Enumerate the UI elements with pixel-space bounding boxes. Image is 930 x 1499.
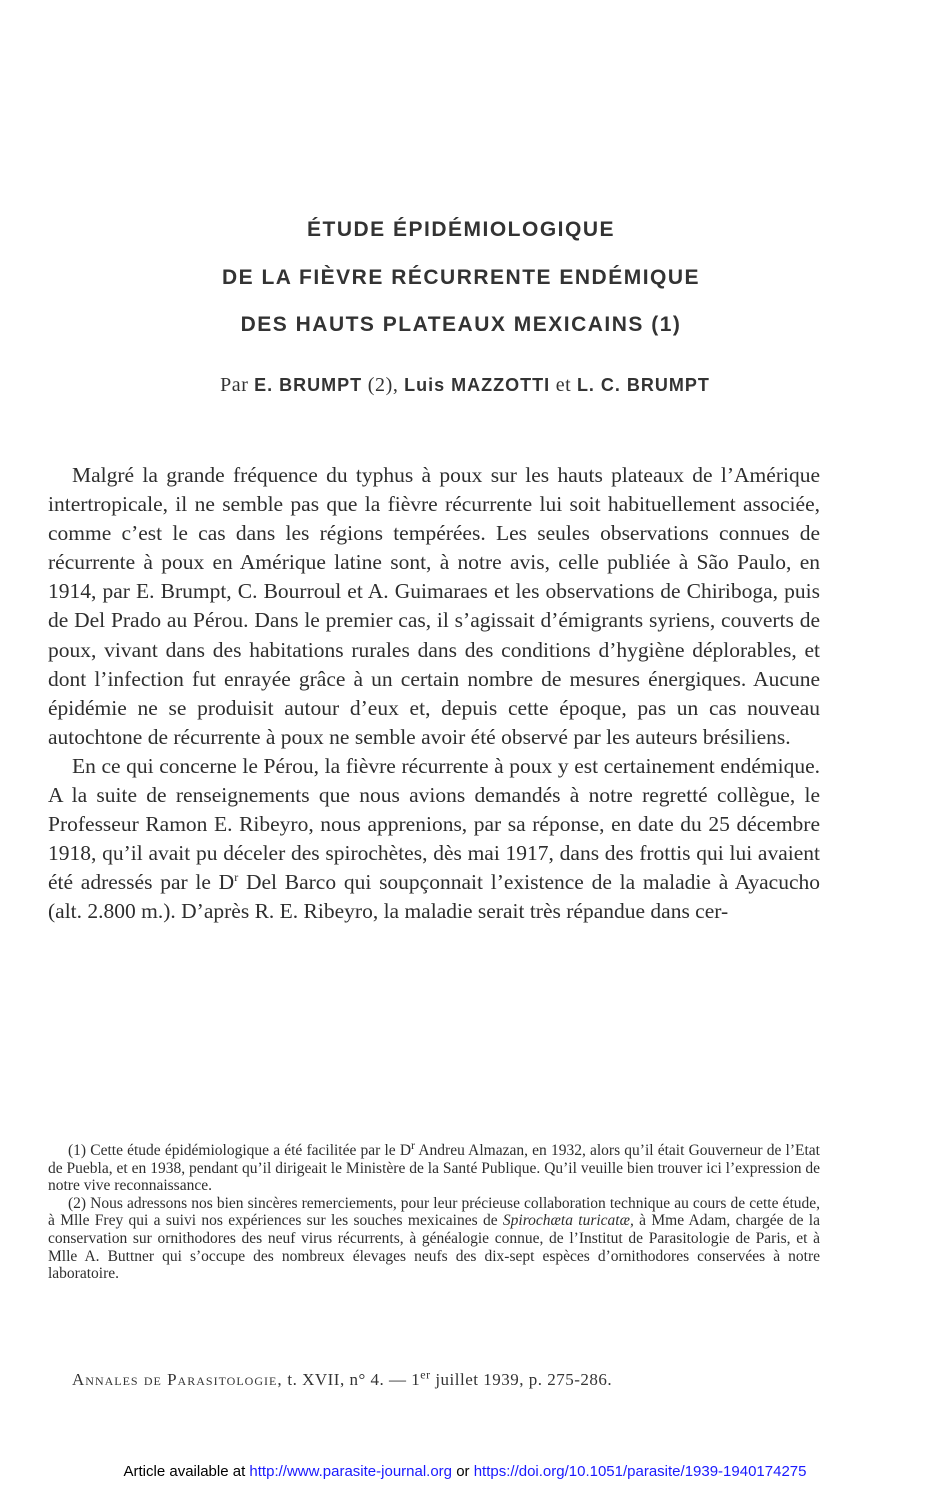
title-line-3: DES HAUTS PLATEAUX MEXICAINS (1) [240, 313, 682, 336]
footnote-2: (2) Nous adressons nos bien sincères remerciements, pour leur précieuse collaboration technique au cours de cette étude, à Mlle Frey qui a suivi nos expériences sur les souches mexicaines de Spirochæta turicatæ, à Mme Adam, chargée de la conservation sur ornithodores des neuf virus récurrents, à généalogie connue, de l’Institut de Parasitologie de Paris, et à Mlle A. Buttner qui s’occupe des nombreux élevages neufs des dix-sept espèces d’ornithodores conservées à notre laboratoire. [48, 1194, 820, 1283]
author-line [0, 374, 930, 397]
title-line-1: ÉTUDE ÉPIDÉMIOLOGIQUE [306, 218, 616, 241]
article-footer: Article available at http://www.parasite-journal.org or https://doi.org/10.1051/parasite/1939-1940174275 [123, 1463, 807, 1480]
author-1: E. BRUMPT [254, 375, 363, 395]
author-1-note: (2), [367, 374, 399, 396]
body-text [48, 461, 820, 927]
footnote-1: (1) Cette étude épidémiologique a été facilitée par le $D^r$ Andreu Almazan, en 1932, alors qu’il était Gouverneur de l’Etat de Puebla, et en 1938, pendant qu’il dirigeait le Ministère de la Santé Publique. Qu’il veuille bien trouver ici l’expression de notre vive reconnaissance. [48, 1137, 820, 1195]
authors-separator: et [555, 374, 572, 396]
footnotes [48, 1137, 820, 1283]
authors-prefix: Par [220, 374, 249, 396]
doi-link[interactable]: https://doi.org/10.1051/parasite/1939-1940174275 [473, 1463, 807, 1480]
author-2: Luis MAZZOTTI [404, 375, 551, 395]
journal-name: Annales de Parasitologie, [72, 1370, 283, 1389]
journal-link[interactable]: http://www.parasite-journal.org [249, 1463, 453, 1480]
title-line-2: DE LA FIÈVRE RÉCURRENTE ENDÉMIQUE [221, 266, 701, 289]
journal-citation: Annales de Parasitologie, t. XVII, n° 4. — 1er juillet 1939, p. 275-286. [72, 1367, 613, 1389]
paragraph-1: Malgré la grande fréquence du typhus à poux sur les hauts plateaux de l’Amérique intertropicale, il ne semble pas que la fièvre récurrente lui soit habituellement associée, comme c’est le cas dans les régions tempérées. Les seules observations connues de récurrente à poux en Amérique latine sont, à notre avis, celle publiée à São Paulo, en 1914, par E. Brumpt, C. Bourroul et A. Guimaraes et les observations de Chiriboga, puis de Del Prado au Pérou. Dans le premier cas, il s’agissait d’émigrants syriens, couverts de poux, vivant dans des habitations rurales dans des conditions d’hygiène déplorables, et dont l’infection fut enrayée grâce à un certain nombre de mesures énergiques. Aucune épidémie ne se produisit autour d’eux et, depuis cette époque, pas un cas nouveau autochtone de récurrente à poux ne semble avoir été observé par les auteurs brésiliens. [48, 463, 820, 749]
paragraph-2: En ce qui concerne le Pérou, la fièvre récurrente à poux y est certainement endémique. A la suite de renseignements que nous avions demandés à notre regretté collègue, le Professeur Ramon E. Ribeyro, nous apprenions, par sa réponse, en date du 25 décembre 1918, qu’il avait pu déceler des spirochètes, dès mai 1917, dans des frottis qui lui avaient été adressés par le $D^r$ Del Barco qui soupçonnait l’existence de la maladie à Ayacucho (alt. 2.800 m.). D’après R. E. Ribeyro, la maladie serait très répandue dans cer- [48, 753, 820, 924]
author-3: L. C. BRUMPT [576, 375, 710, 395]
